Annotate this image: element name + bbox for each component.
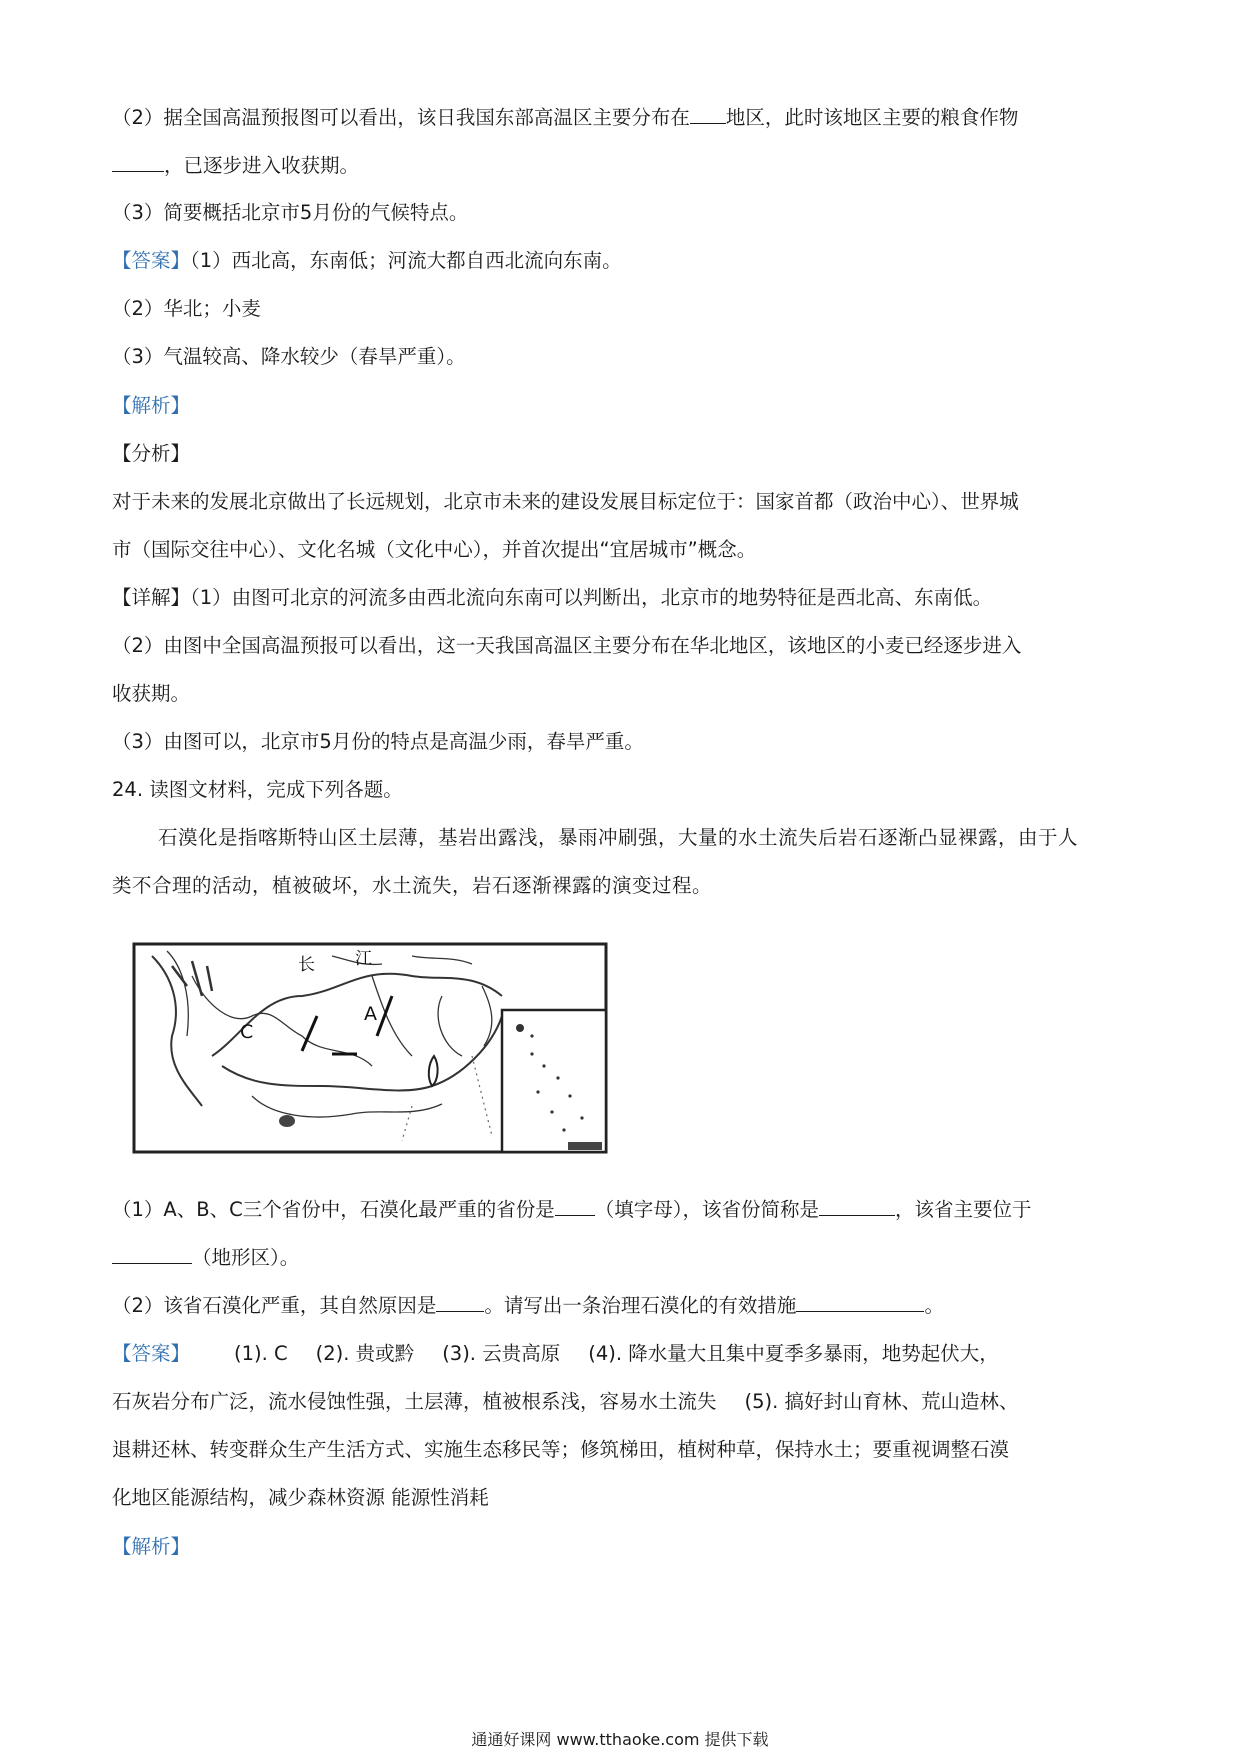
q24-part1-line1: （1）A、B、C三个省份中，石漠化最严重的省份是 （填字母），该省份简称是 ，该省主要位于	[112, 1198, 1032, 1221]
xiangjie-line1: 【详解】（1）由图可北京的河流多由西北流向东南可以判断出，北京市的地势特征是西北高、东南低。	[112, 586, 993, 609]
jiexi-tag: 【解析】	[112, 394, 191, 417]
map-label-chang: 长	[298, 955, 315, 975]
q23-answer-line2: （2）华北；小麦	[112, 297, 261, 320]
south-china-sea-inset	[502, 1010, 606, 1152]
xiangjie-line4: （3）由图可以，北京市5月份的特点是高温少雨，春旱严重。	[112, 730, 644, 753]
q23-answer-line3: （3）气温较高、降水较少（春旱严重）。	[112, 345, 466, 368]
answer-blank	[796, 1293, 924, 1312]
q24-part2: （2）该省石漠化严重，其自然原因是 。请写出一条治理石漠化的有效措施 。	[112, 1294, 944, 1317]
page-footer: 通通好课网 www.tthaoke.com 提供下载	[471, 1730, 769, 1749]
q24-answer-line4: 化地区能源结构，减少森林资源 能源性消耗	[112, 1486, 489, 1509]
map-label-c: C	[240, 1021, 254, 1043]
answer-blank	[112, 153, 164, 172]
q24-jiexi-tag: 【解析】	[112, 1535, 191, 1558]
hainan-island	[279, 1115, 295, 1127]
answer-blank	[436, 1293, 484, 1312]
fenxi-line1: 对于未来的发展北京做出了长远规划，北京市未来的建设发展目标定位于：国家首都（政治中心）、世界城	[112, 490, 1019, 513]
map-label-a: A	[364, 1003, 377, 1025]
answer-blank	[690, 105, 726, 124]
q24-answer-line2: 石灰岩分布广泛，流水侵蚀性强，土层薄，植被根系浅，容易水土流失 (5). 搞好封山育林、荒山造林、	[112, 1390, 1019, 1413]
q23-part3: （3）简要概括北京市5月份的气候特点。	[112, 201, 469, 224]
fenxi-tag: 【分析】	[112, 442, 191, 465]
q24-part1-line2: （地形区）。	[112, 1244, 1128, 1272]
answer-tag: 【答案】	[112, 1342, 191, 1365]
xiangjie-tag: 【详解】	[112, 586, 191, 609]
q23-part2-line1: （2）据全国高温预报图可以看出，该日我国东部高温区主要分布在 地区，此时该地区主要的粮食作物	[112, 106, 1019, 129]
answer-blank	[819, 1197, 895, 1216]
q23-answer-line1: 【答案】（1）西北高，东南低；河流大都自西北流向东南。	[112, 249, 622, 272]
q24-material-line2: 类不合理的活动，植被破坏，水土流失，岩石逐渐裸露的演变过程。	[112, 874, 713, 897]
q24-answer-line1: 【答案】 (1). C (2). 贵或黔 (3). 云贵高原 (4). 降水量大且集中夏季多暴雨，地势起伏大，	[112, 1342, 999, 1365]
answer-tag: 【答案】	[112, 249, 191, 272]
q24-answer-line3: 退耕还林、转变群众生产生活方式、实施生态移民等；修筑梯田，植树种草，保持水土；要重视调整石漠	[112, 1438, 1010, 1461]
inset-scale-bar	[568, 1142, 602, 1150]
q23-part2-line2: ，已逐步进入收获期。	[112, 152, 1128, 180]
fenxi-line2: 市（国际交往中心）、文化名城（文化中心），并首次提出“宜居城市”概念。	[112, 538, 757, 561]
answer-blank	[112, 1245, 192, 1264]
xiangjie-line2: （2）由图中全国高温预报可以看出，这一天我国高温区主要分布在华北地区，该地区的小麦已经逐步进入	[112, 634, 1022, 657]
q24-material-line1: 石漠化是指喀斯特山区土层薄，基岩出露浅，暴雨冲刷强，大量的水土流失后岩石逐渐凸显裸露，由于人	[158, 826, 1079, 849]
q24-title: 24. 读图文材料，完成下列各题。	[112, 778, 403, 801]
xiangjie-line3: 收获期。	[112, 682, 191, 705]
map-label-jiang: 江	[355, 949, 372, 969]
karst-map-figure	[112, 936, 632, 1164]
answer-blank	[555, 1197, 595, 1216]
